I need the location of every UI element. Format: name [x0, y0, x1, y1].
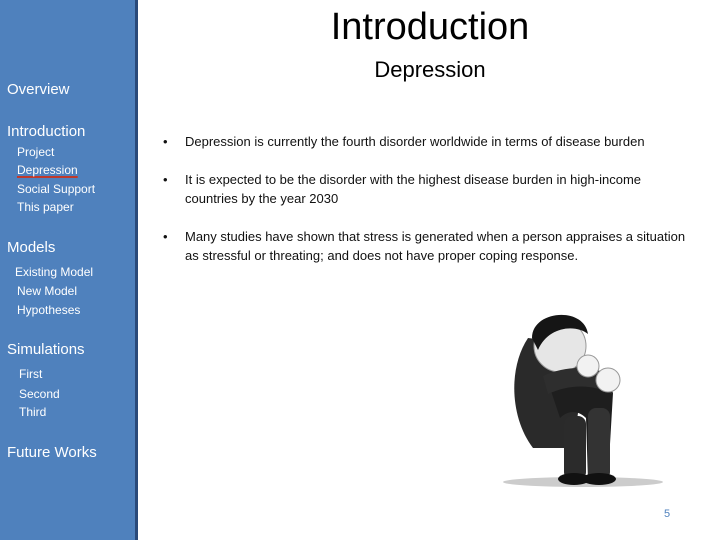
nav-sub-project[interactable]: Project: [17, 145, 55, 159]
bullet-list: [163, 132, 688, 284]
page-number: 5: [664, 508, 671, 520]
nav-sub-this-paper[interactable]: This paper: [17, 200, 74, 214]
slide-subtitle: Depression: [374, 57, 486, 82]
nav-sub-third[interactable]: Third: [19, 405, 47, 419]
nav-sub-first[interactable]: First: [19, 367, 43, 381]
bullet-item: [163, 170, 688, 208]
bullet-text: Depression is currently the fourth disorder worldwide in terms of disease burden: [185, 134, 645, 149]
bullet-dot: •: [163, 172, 168, 187]
bullet-item: [163, 132, 688, 151]
bullet-item: [163, 227, 688, 265]
nav-sub-hypotheses[interactable]: Hypotheses: [17, 303, 81, 317]
nav-overview[interactable]: Overview: [7, 81, 70, 98]
bullet-dot: •: [163, 229, 168, 244]
bullet-text: It is expected to be the disorder with the highest disease burden in high-income countries by the year 2030: [185, 172, 641, 206]
nav-sub-social-support[interactable]: Social Support: [17, 182, 96, 196]
nav-future-works[interactable]: Future Works: [7, 444, 97, 461]
bullet-dot: •: [163, 134, 168, 149]
nav-sub-new-model[interactable]: New Model: [17, 284, 78, 298]
sidebar-nav: [0, 0, 138, 540]
nav-sub-depression[interactable]: Depression: [17, 163, 78, 177]
nav-sub-existing-model[interactable]: Existing Model: [15, 265, 94, 279]
bullet-text: Many studies have shown that stress is generated when a person appraises a situation as stressful or threating; and does not have proper coping response.: [185, 229, 686, 263]
slide-title: Introduction: [330, 6, 530, 48]
nav-introduction[interactable]: Introduction: [7, 123, 86, 140]
nav-models[interactable]: Models: [7, 239, 56, 256]
nav-simulations[interactable]: Simulations: [7, 341, 85, 358]
nav-sub-second[interactable]: Second: [19, 387, 60, 401]
sad-figure-icon: [488, 298, 688, 488]
